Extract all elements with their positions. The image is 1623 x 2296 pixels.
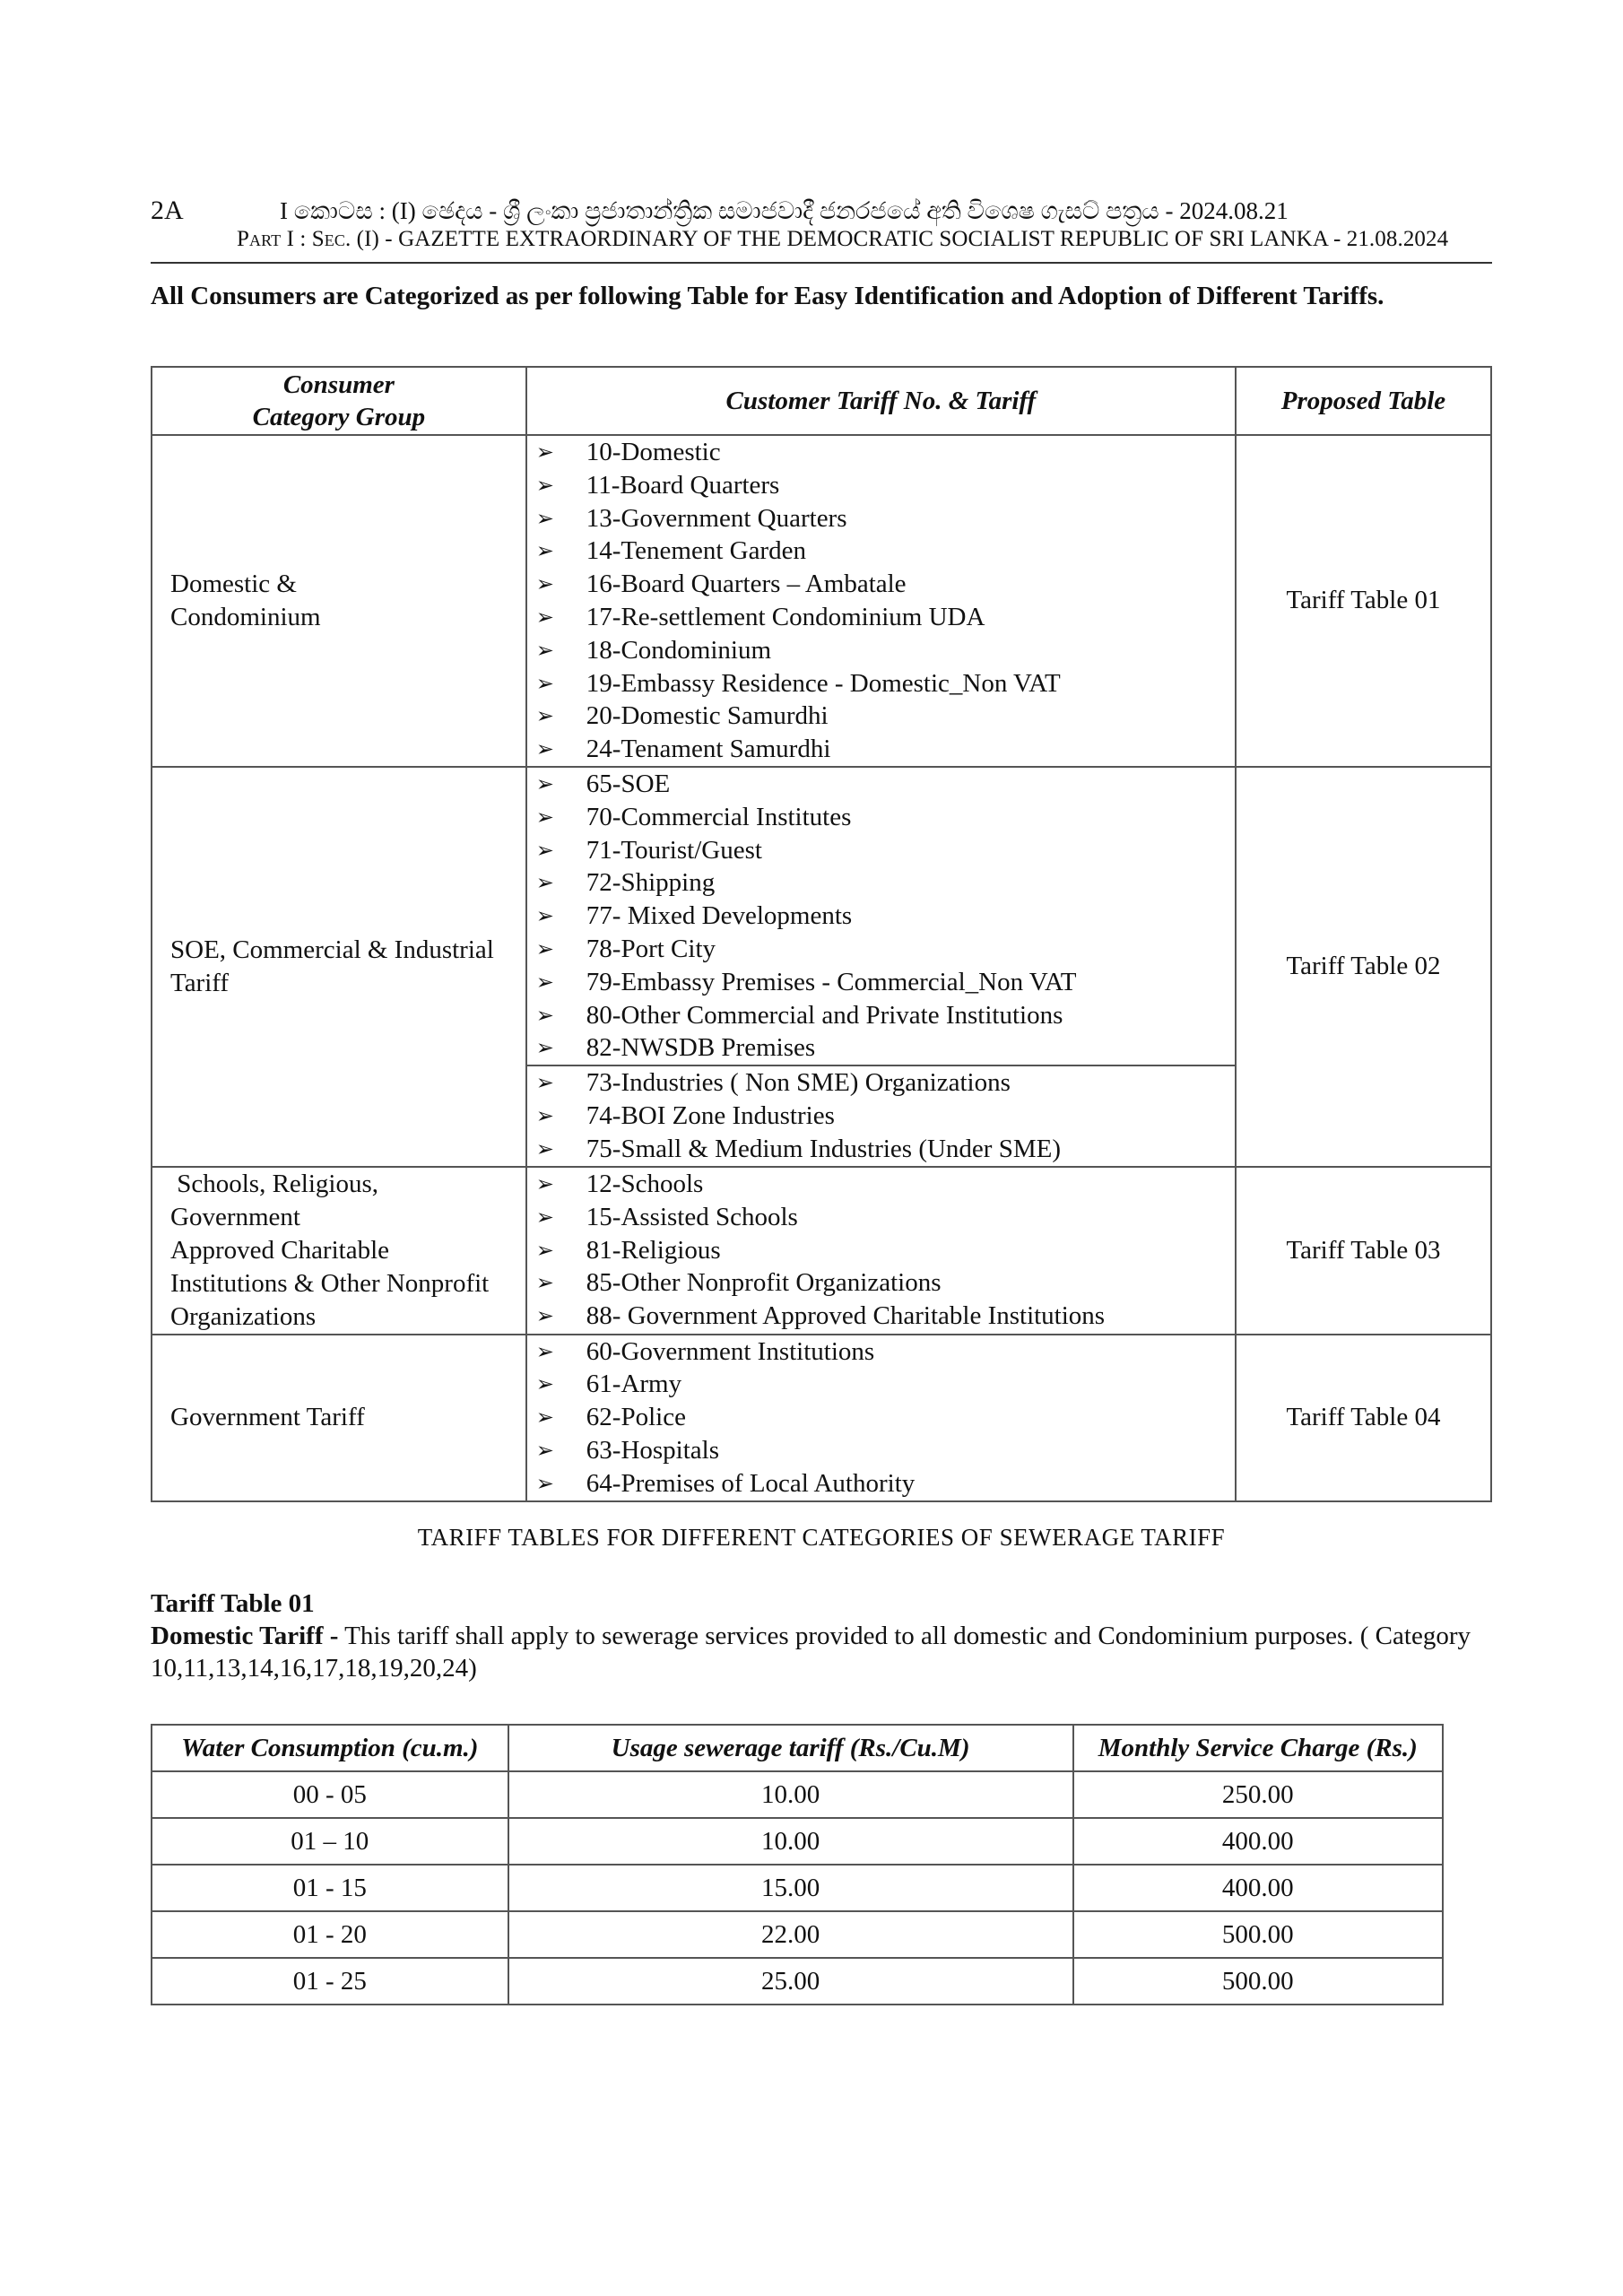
arrow-bullet-icon: ➢ (535, 804, 554, 830)
list-item (536, 469, 1235, 502)
table-header-row (152, 367, 1491, 435)
list-item (536, 1368, 1235, 1401)
list-item (536, 634, 1235, 667)
arrow-bullet-icon: ➢ (535, 1204, 554, 1230)
intro-heading: All Consumers are Categorized as per following Table for Easy Identification and Adoption of Different Tariffs. (151, 282, 1384, 310)
table-row (152, 1911, 1443, 1958)
arrow-bullet-icon: ➢ (535, 1338, 554, 1364)
list-item (536, 436, 1235, 469)
arrow-bullet-icon: ➢ (535, 439, 554, 465)
header-monthly-service-charge: Monthly Service Charge (Rs.) (1073, 1725, 1443, 1771)
arrow-bullet-icon: ➢ (535, 935, 554, 961)
list-item (536, 866, 1235, 900)
table-row (152, 435, 1491, 767)
arrow-bullet-icon: ➢ (535, 1035, 554, 1061)
proposed-table: Tariff Table 03 (1236, 1167, 1491, 1335)
tariff-item-label: 10-Domestic (586, 438, 721, 466)
tariff-items-cell (526, 1167, 1236, 1335)
water-consumption-cell: 01 - 20 (152, 1911, 508, 1958)
consumer-category-group (152, 1167, 526, 1335)
proposed-table: Tariff Table 04 (1236, 1335, 1491, 1501)
table-row (152, 1167, 1491, 1335)
arrow-bullet-icon: ➢ (535, 1371, 554, 1397)
table-row (152, 1958, 1443, 2005)
tariff-item-label: 60-Government Institutions (586, 1336, 875, 1366)
group-label-line: Tariff (170, 968, 230, 997)
arrow-bullet-icon: ➢ (535, 571, 554, 597)
usage-tariff-cell: 15.00 (508, 1865, 1073, 1911)
usage-tariff-cell: 22.00 (508, 1911, 1073, 1958)
arrow-bullet-icon: ➢ (535, 969, 554, 995)
arrow-bullet-icon: ➢ (535, 870, 554, 896)
page-number: 2A (151, 196, 184, 225)
tariff-item-label: 12-Schools (586, 1170, 704, 1199)
header-part-section: Part I : Sec. (I) (237, 227, 379, 251)
domestic-tariff-table (151, 1724, 1444, 2005)
list-item (536, 1434, 1235, 1467)
arrow-bullet-icon: ➢ (535, 637, 554, 663)
header-customer-tariff: Customer Tariff No. & Tariff (526, 367, 1236, 435)
usage-tariff-cell: 10.00 (508, 1818, 1073, 1865)
list-item (536, 1335, 1235, 1369)
header-water-consumption: Water Consumption (cu.m.) (152, 1725, 508, 1771)
arrow-bullet-icon: ➢ (535, 1237, 554, 1263)
list-item (536, 1031, 1235, 1065)
consumer-category-group (152, 1335, 526, 1501)
list-item (536, 1201, 1235, 1234)
list-item (536, 1234, 1235, 1267)
description-label: Domestic Tariff - (151, 1622, 339, 1650)
arrow-bullet-icon: ➢ (535, 736, 554, 762)
table-header-row (152, 1725, 1443, 1771)
service-charge-cell: 250.00 (1073, 1771, 1443, 1818)
header-consumer-category-group (152, 367, 526, 435)
proposed-table: Tariff Table 01 (1236, 435, 1491, 767)
tariff-item-label: 75-Small & Medium Industries (Under SME) (586, 1134, 1061, 1163)
tariff-item-label: 18-Condominium (586, 635, 772, 665)
tariff-items-cell (526, 1335, 1236, 1501)
tariff-item-label: 24-Tenament Samurdhi (586, 735, 831, 764)
service-charge-cell: 500.00 (1073, 1911, 1443, 1958)
header-gazette-title: - GAZETTE EXTRAORDINARY OF THE DEMOCRATIC SOCIALIST REPUBLIC OF SRI LANKA - 21.08.2024 (378, 227, 1449, 251)
arrow-bullet-icon: ➢ (535, 1470, 554, 1496)
arrow-bullet-icon: ➢ (535, 1002, 554, 1028)
tariff-item-label: 71-Tourist/Guest (586, 835, 762, 865)
tariff-item-label: 16-Board Quarters – Ambatale (586, 570, 907, 599)
arrow-bullet-icon: ➢ (535, 1102, 554, 1128)
header-usage-tariff: Usage sewerage tariff (Rs./Cu.M) (508, 1725, 1073, 1771)
arrow-bullet-icon: ➢ (535, 1070, 554, 1096)
group-label-line: SOE, Commercial & Industrial (170, 935, 494, 964)
list-item (536, 999, 1235, 1032)
section-title: TARIFF TABLES FOR DIFFERENT CATEGORIES OF SEWERAGE TARIFF (417, 1524, 1226, 1551)
tariff-table-01-description (151, 1620, 1496, 1684)
header-proposed-table: Proposed Table (1236, 367, 1491, 435)
tariff-item-label: 82-NWSDB Premises (586, 1033, 816, 1063)
arrow-bullet-icon: ➢ (535, 670, 554, 696)
group-label-line: Condominium (170, 602, 321, 631)
list-item (536, 601, 1235, 634)
water-consumption-cell: 00 - 05 (152, 1771, 508, 1818)
tariff-items-cell (526, 1065, 1236, 1166)
list-item (536, 801, 1235, 834)
tariff-list (527, 436, 1235, 766)
water-consumption-cell: 01 - 25 (152, 1958, 508, 2005)
tariff-items-cell (526, 435, 1236, 767)
list-item (536, 568, 1235, 601)
tariff-item-label: 70-Commercial Institutes (586, 802, 852, 831)
group-label-line: Institutions & Other Nonprofit (170, 1268, 490, 1298)
list-item (536, 733, 1235, 766)
list-item (536, 900, 1235, 933)
group-label-line: Domestic & (170, 569, 297, 598)
water-consumption-cell: 01 - 15 (152, 1865, 508, 1911)
consumer-category-table (151, 366, 1492, 1502)
list-item (536, 1300, 1235, 1333)
group-label-line: Government Tariff (170, 1403, 365, 1432)
tariff-list (527, 1066, 1235, 1165)
usage-tariff-cell: 25.00 (508, 1958, 1073, 2005)
service-charge-cell: 400.00 (1073, 1818, 1443, 1865)
tariff-items-cell (526, 767, 1236, 1065)
usage-tariff-cell: 10.00 (508, 1771, 1073, 1818)
tariff-table-01-heading: Tariff Table 01 (151, 1589, 315, 1618)
table-row (152, 1818, 1443, 1865)
list-item (536, 1467, 1235, 1500)
arrow-bullet-icon: ➢ (535, 1303, 554, 1329)
service-charge-cell: 400.00 (1073, 1865, 1443, 1911)
arrow-bullet-icon: ➢ (535, 1135, 554, 1161)
tariff-list (527, 1168, 1235, 1333)
tariff-item-label: 13-Government Quarters (586, 503, 847, 533)
tariff-item-label: 61-Army (586, 1370, 682, 1399)
tariff-item-label: 85-Other Nonprofit Organizations (586, 1268, 942, 1298)
arrow-bullet-icon: ➢ (535, 1405, 554, 1431)
tariff-item-label: 14-Tenement Garden (586, 536, 806, 566)
arrow-bullet-icon: ➢ (535, 604, 554, 630)
consumer-category-group (152, 767, 526, 1167)
tariff-item-label: 80-Other Commercial and Private Institutions (586, 1000, 1063, 1030)
tariff-item-label: 88- Government Approved Charitable Institutions (586, 1301, 1106, 1331)
list-item (536, 502, 1235, 535)
header-sinhala: I කොටස : (I) ඡෙදය - ශ්‍රී ලංකා ප්‍රජාතාන්ත්‍රික සමාජවාදී ජනරජයේ අති විශෙෂ ගැසට් පත්‍රය - 2024.08.21 (280, 197, 1289, 224)
tariff-item-label: 11-Board Quarters (586, 470, 780, 500)
arrow-bullet-icon: ➢ (535, 1270, 554, 1296)
tariff-item-label: 72-Shipping (586, 868, 716, 898)
list-item (536, 1066, 1235, 1100)
tariff-item-label: 65-SOE (586, 769, 671, 798)
group-label-line: Schools, Religious, (170, 1169, 379, 1198)
list-item (536, 1133, 1235, 1166)
list-item (536, 834, 1235, 867)
list-item (536, 667, 1235, 700)
table-row (152, 767, 1491, 1065)
tariff-item-label: 74-BOI Zone Industries (586, 1100, 835, 1130)
arrow-bullet-icon: ➢ (535, 505, 554, 531)
water-consumption-cell: 01 – 10 (152, 1818, 508, 1865)
consumer-category-group (152, 435, 526, 767)
arrow-bullet-icon: ➢ (535, 903, 554, 929)
group-label-line: Organizations (170, 1301, 317, 1331)
arrow-bullet-icon: ➢ (535, 1437, 554, 1463)
tariff-list (527, 1335, 1235, 1500)
arrow-bullet-icon: ➢ (535, 837, 554, 863)
table-row (152, 1335, 1491, 1501)
list-item (536, 535, 1235, 568)
tariff-item-label: 20-Domestic Samurdhi (586, 701, 829, 731)
arrow-bullet-icon: ➢ (535, 1171, 554, 1197)
tariff-item-label: 79-Embassy Premises - Commercial_Non VAT (586, 967, 1077, 996)
arrow-bullet-icon: ➢ (535, 703, 554, 729)
group-label-line: Approved Charitable (170, 1235, 390, 1265)
header-rule (151, 262, 1492, 264)
arrow-bullet-icon: ➢ (535, 472, 554, 498)
service-charge-cell: 500.00 (1073, 1958, 1443, 2005)
tariff-list (527, 768, 1235, 1065)
arrow-bullet-icon: ➢ (535, 770, 554, 796)
header-text: Category Group (252, 403, 426, 431)
list-item (536, 768, 1235, 801)
group-label-line: Government (170, 1202, 300, 1231)
tariff-item-label: 81-Religious (586, 1235, 721, 1265)
tariff-item-label: 62-Police (586, 1403, 686, 1432)
tariff-item-label: 17-Re-settlement Condominium UDA (586, 602, 985, 631)
proposed-table: Tariff Table 02 (1236, 767, 1491, 1167)
arrow-bullet-icon: ➢ (535, 538, 554, 564)
header-english (237, 226, 1449, 253)
list-item (536, 1401, 1235, 1434)
tariff-item-label: 73-Industries ( Non SME) Organizations (586, 1068, 1011, 1098)
list-item (536, 1100, 1235, 1133)
header-text: Consumer (282, 370, 395, 399)
table-row (152, 1865, 1443, 1911)
table-row (152, 1771, 1443, 1818)
tariff-item-label: 77- Mixed Developments (586, 901, 853, 931)
list-item (536, 966, 1235, 999)
list-item (536, 1168, 1235, 1201)
list-item (536, 1266, 1235, 1300)
tariff-item-label: 64-Premises of Local Authority (586, 1468, 916, 1498)
tariff-item-label: 19-Embassy Residence - Domestic_Non VAT (586, 668, 1061, 698)
tariff-item-label: 78-Port City (586, 934, 716, 963)
tariff-item-label: 63-Hospitals (586, 1435, 720, 1465)
list-item (536, 700, 1235, 733)
list-item (536, 933, 1235, 966)
description-text: This tariff shall apply to sewerage services provided to all domestic and Condominium purposes. ( Category 10,11,13,14,16,17,18,19,20,24) (151, 1622, 1471, 1683)
tariff-item-label: 15-Assisted Schools (586, 1202, 798, 1231)
